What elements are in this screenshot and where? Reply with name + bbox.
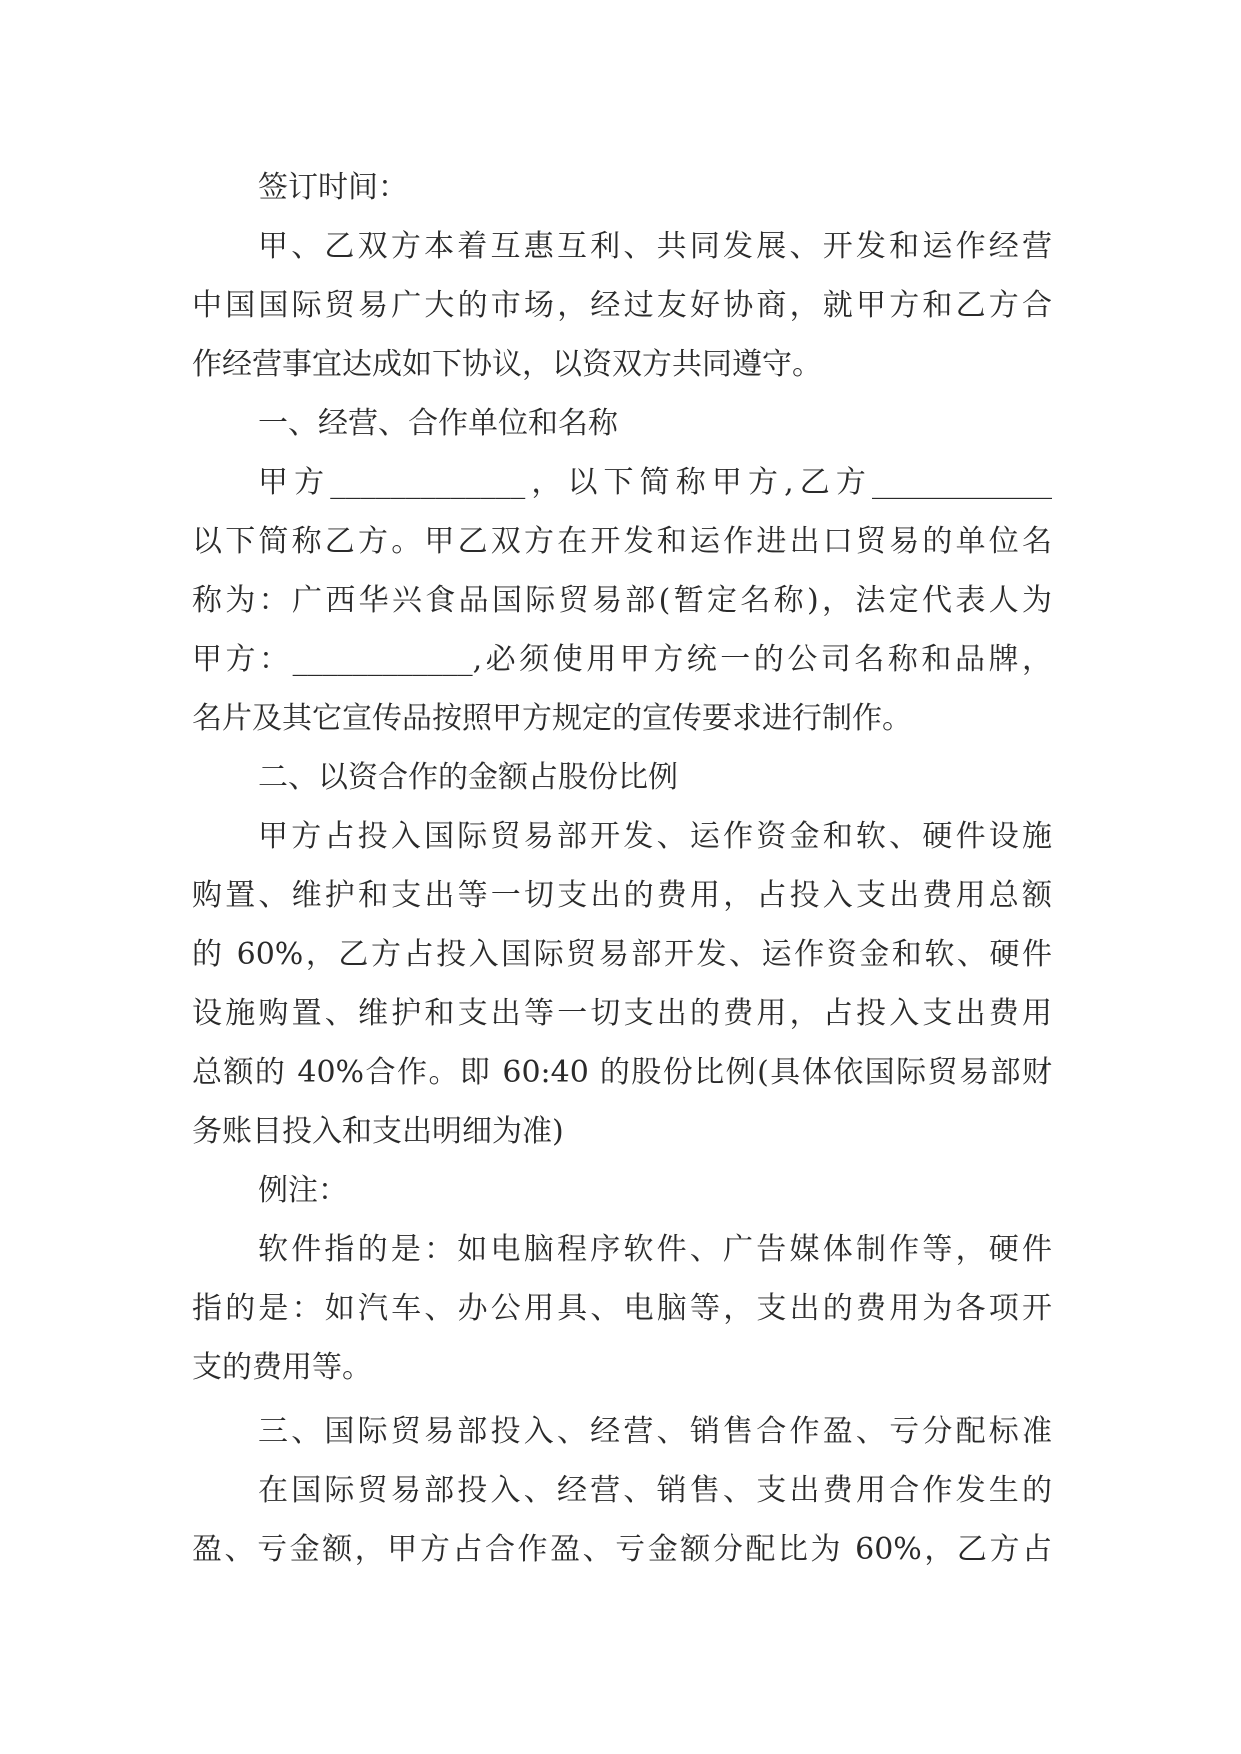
section-1-line: 以下简称乙方。甲乙双方在开发和运作进出口贸易的单位名 — [192, 524, 1052, 559]
note-line: 软件指的是：如电脑程序软件、广告媒体制作等，硬件 — [258, 1232, 1052, 1267]
section-1-line: 甲方：____________,必须使用甲方统一的公司名称和品牌， — [192, 642, 1052, 677]
section-2-line: 务账目投入和支出明细为准) — [192, 1114, 564, 1149]
section-2-heading: 二、以资合作的金额占股份比例 — [258, 760, 678, 795]
section-2-line: 购置、维护和支出等一切支出的费用，占投入支出费用总额 — [192, 878, 1052, 913]
section-1-line: 名片及其它宣传品按照甲方规定的宣传要求进行制作。 — [192, 701, 912, 736]
section-1-line: 称为：广西华兴食品国际贸易部(暂定名称)，法定代表人为 — [192, 583, 1052, 618]
note-line: 支的费用等。 — [192, 1350, 372, 1385]
document-body — [192, 158, 1052, 1579]
section-2-line: 的 60%，乙方占投入国际贸易部开发、运作资金和软、硬件 — [192, 937, 1052, 972]
preamble-line: 作经营事宜达成如下协议，以资双方共同遵守。 — [192, 347, 822, 382]
section-2-line: 设施购置、维护和支出等一切支出的费用，占投入支出费用 — [192, 996, 1052, 1031]
note-label: 例注： — [258, 1173, 348, 1208]
section-3-heading: 三、国际贸易部投入、经营、销售合作盈、亏分配标准 — [258, 1414, 1052, 1449]
section-3-line: 盈、亏金额，甲方占合作盈、亏金额分配比为 60%，乙方占 — [192, 1532, 1052, 1567]
section-1-line: 甲方_____________，以下简称甲方,乙方____________ — [258, 465, 1052, 500]
note-line: 指的是：如汽车、办公用具、电脑等，支出的费用为各项开 — [192, 1291, 1052, 1326]
signing-date-label: 签订时间： — [258, 170, 408, 205]
section-2-line: 甲方占投入国际贸易部开发、运作资金和软、硬件设施 — [258, 819, 1052, 854]
preamble-line: 甲、乙双方本着互惠互利、共同发展、开发和运作经营 — [258, 229, 1052, 264]
section-3-line: 在国际贸易部投入、经营、销售、支出费用合作发生的 — [258, 1473, 1052, 1508]
section-1-heading: 一、经营、合作单位和名称 — [258, 406, 618, 441]
preamble-line: 中国国际贸易广大的市场，经过友好协商，就甲方和乙方合 — [192, 288, 1052, 323]
section-2-line: 总额的 40%合作。即 60:40 的股份比例(具体依国际贸易部财 — [192, 1055, 1052, 1090]
